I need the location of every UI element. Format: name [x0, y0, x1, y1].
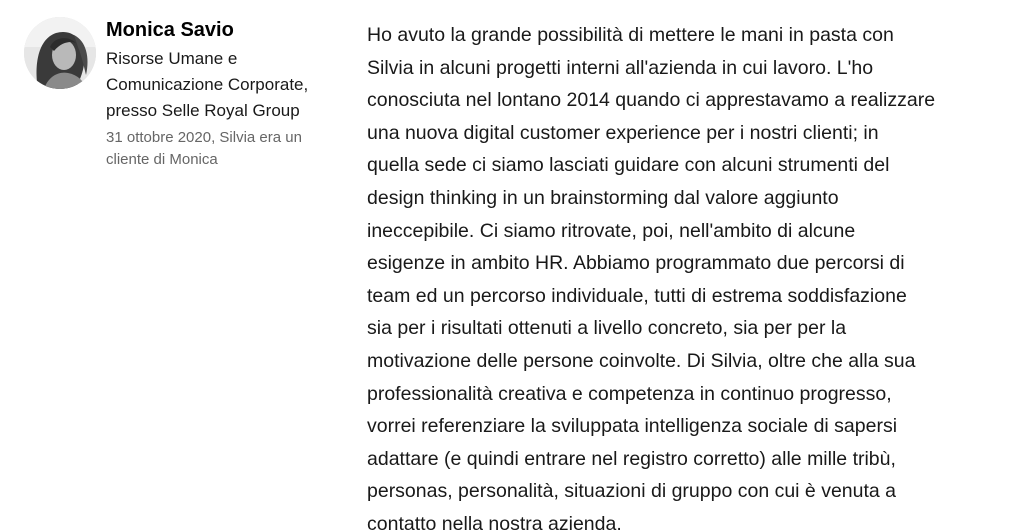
recommendation-text-line: conosciuta nel lontano 2014 quando ci apprestavamo a realizzare [367, 89, 936, 112]
recommendation-meta [106, 127, 346, 171]
recommendation-text-line: ineccepibile. Ci siamo ritrovate, poi, nell'ambito di alcune [367, 219, 856, 242]
recommendation-text-line: vorrei referenziare la sviluppata intelligenza sociale di sapersi [367, 415, 898, 438]
recommendation-text-line: sia per i risultati ottenuti a livello concreto, sia per per la [367, 317, 847, 340]
recommendation-text-line: personas, personalità, situazioni di gruppo con cui è venuta a [367, 480, 897, 503]
author-avatar[interactable] [24, 17, 96, 89]
author-headline-line: Comunicazione Corporate, [106, 75, 309, 94]
recommendation-meta-line: cliente di Monica [106, 151, 218, 168]
recommendation-text [367, 19, 1012, 532]
author-name[interactable]: Monica Savio [106, 19, 234, 41]
recommendation-text-line: esigenze in ambito HR. Abbiamo programmato due percorsi di [367, 252, 905, 275]
recommendation-text-line: contatto nella nostra azienda. [367, 512, 622, 532]
recommendation-text-line: una nuova digital customer experience per i nostri clienti; in [367, 121, 879, 144]
author-info [106, 18, 346, 171]
author-headline [106, 46, 346, 124]
recommendation-text-line: quella sede ci siamo lasciati guidare con alcuni strumenti del [367, 154, 890, 177]
recommendation-text-line: design thinking in un brainstorming dal valore aggiunto [367, 186, 839, 209]
recommendation-text-line: adattare (e quindi entrare nel registro corretto) alle mille tribù, [367, 447, 896, 470]
profile-photo-icon [24, 17, 96, 89]
author-headline-line: Risorse Umane e [106, 49, 238, 68]
recommendation-text-line: Ho avuto la grande possibilità di mettere le mani in pasta con [367, 24, 894, 46]
recommendation-text-line: Silvia in alcuni progetti interni all'azienda in cui lavoro. L'ho [367, 56, 874, 79]
author-headline-line: presso Selle Royal Group [106, 101, 300, 120]
recommendation-text-line: motivazione delle persone coinvolte. Di Silvia, oltre che alla sua [367, 349, 916, 372]
recommendation-text-line: team ed un percorso individuale, tutti di estrema soddisfazione [367, 284, 907, 307]
recommendation-meta-line: 31 ottobre 2020, Silvia era un [106, 129, 302, 146]
recommendation-text-line: professionalità creativa e competenza in continuo progresso, [367, 382, 892, 405]
